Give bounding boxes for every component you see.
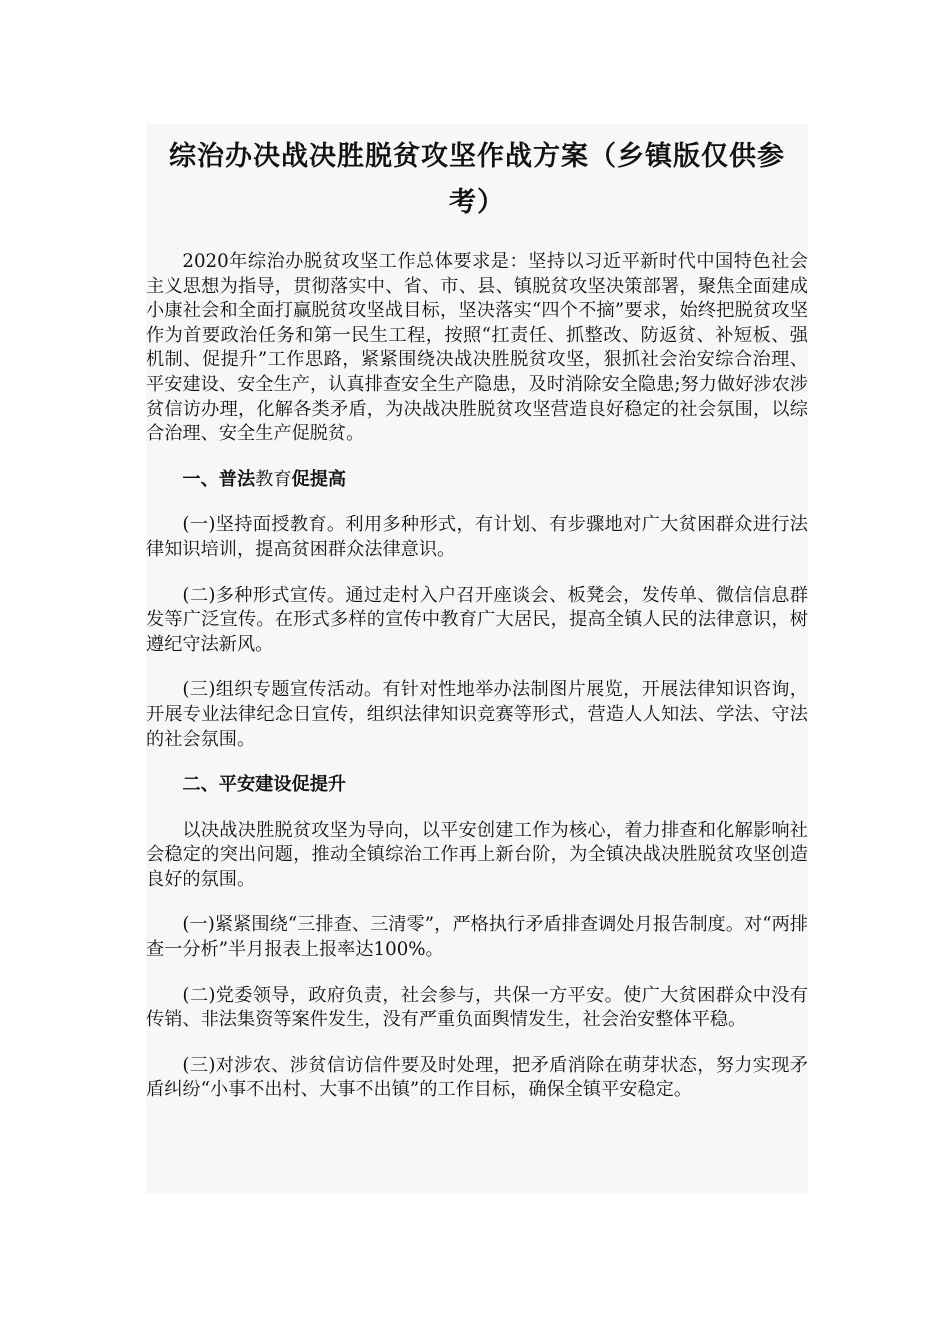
section-1-heading-part-a: 一、普法 — [182, 468, 256, 490]
section-1-item-2: (二)多种形式宣传。通过走村入户召开座谈会、板凳会，发传单、微信信息群发等广泛宣传。在形式多样的宣传中教育广大居民，提高全镇人民的法律意识，树遵纪守法新风。 — [146, 584, 808, 655]
document-title: 综治办决战决胜脱贫攻坚作战方案（乡镇版仅供参考） — [169, 141, 785, 218]
section-1-heading-part-b: 教育 — [255, 468, 292, 490]
intro-paragraph: 2020年综治办脱贫攻坚工作总体要求是：坚持以习近平新时代中国特色社会主义思想为指导，贯彻落实中、省、市、县、镇脱贫攻坚决策部署，聚焦全面建成小康社会和全面打赢脱贫攻坚战目标，坚决落实“四个不摘”要求，始终把脱贫攻坚作为首要政治任务和第一民生工程，按照“扛责任、抓整改、防返贫、补短板、强机制、促提升”工作思路，紧紧围绕决战决胜脱贫攻坚，狠抓社会治安综合治理、平安建设、安全生产，认真排查安全生产隐患，及时消除安全隐患;努力做好涉农涉贫信访办理，化解各类矛盾，为决战决胜脱贫攻坚营造良好稳定的社会氛围，以综合治理、安全生产促脱贫。 — [146, 251, 808, 445]
section-2-item-3: (三)对涉农、涉贫信访信件要及时处理，把矛盾消除在萌芽状态，努力实现矛盾纠纷“小事不出村、大事不出镇”的工作目标，确保全镇平安稳定。 — [146, 1054, 808, 1101]
section-2-intro: 以决战决胜脱贫攻坚为导向，以平安创建工作为核心，着力排查和化解影响社会稳定的突出问题，推动全镇综治工作再上新台阶，为全镇决战决胜脱贫攻坚创造良好的氛围。 — [146, 819, 808, 890]
section-2-heading: 二、平安建设促提升 — [182, 774, 347, 796]
section-1-heading-part-c: 促提高 — [291, 468, 347, 490]
section-2-item-1: (一)紧紧围绕“三排查、三清零”，严格执行矛盾排查调处月报告制度。对“两排查一分析”半月报表上报率达100%。 — [146, 914, 808, 961]
section-1-item-1: (一)坚持面授教育。利用多种形式，有计划、有步骤地对广大贫困群众进行法律知识培训，提高贫困群众法律意识。 — [146, 514, 808, 560]
section-1-heading — [146, 468, 808, 493]
section-1-item-3: (三)组织专题宣传活动。有针对性地举办法制图片展览，开展法律知识咨询，开展专业法律纪念日宣传，组织法律知识竞赛等形式，营造人人知法、学法、守法的社会氛围。 — [146, 679, 808, 750]
section-2-item-2: (二)党委领导，政府负责，社会参与，共保一方平安。使广大贫困群众中没有传销、非法集资等案件发生，没有严重负面舆情发生，社会治安整体平稳。 — [146, 984, 808, 1031]
document-body — [146, 124, 808, 1103]
